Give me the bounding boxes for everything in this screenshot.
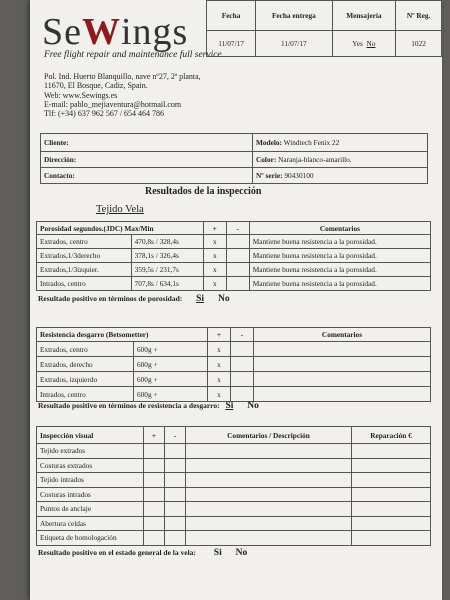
contacto-label: Contacto: [41,168,253,184]
tear-value: 600g + [134,372,208,387]
table-row [37,502,431,517]
visual-result [38,548,247,558]
visual-header: Inspección visual [37,427,144,444]
table-row [37,487,431,502]
table-row [37,263,431,277]
address-line: 11670, El Bosque, Cadiz, Spain. [44,81,148,91]
plus-header: + [208,328,231,342]
table-row [37,342,431,357]
fecha-entrega-value: 11/07/17 [256,31,332,57]
color-label: Color: [256,155,277,164]
sample-location: Intrados, centro [37,387,134,402]
client-table [40,133,428,184]
plus-mark: x [203,249,226,263]
plus-mark: x [208,342,231,357]
sewings-logo: SeWings [42,11,189,53]
tear-value: 600g + [134,342,208,357]
plus-mark: x [203,263,226,277]
sample-location: Extrados, centro [37,342,134,357]
inspection-form-sheet [30,0,442,600]
company-tagline: Free flight repair and maintenance full service. [44,50,225,60]
inspection-item: Tejido intrados [37,473,144,488]
plus-mark: x [208,357,231,372]
modelo-cell [253,134,428,152]
inspection-item: Abertura celdas [37,516,144,531]
inspection-item: Puntos de anclaje [37,502,144,517]
section-title: Resultados de la inspección [145,186,262,197]
sample-location: Extrados,1/3derecho [37,249,132,263]
visual-result-label: Resultado positivo en el estado general de la vela: [38,548,196,557]
plus-mark: x [208,372,231,387]
phone-line: Tlf: (+34) 637 962 567 / 654 464 786 [44,109,165,119]
sample-location: Intrados, centro [37,277,132,291]
inspection-item: Etiqueta de homologación [37,531,144,546]
header-mensajeria: Mensajería [332,1,396,31]
info-table [206,0,442,57]
visual-si: Si [213,548,222,558]
color-cell [253,152,428,168]
tear-si: Si [225,401,234,411]
comment: Mantiene buena resistencia a la porosidad. [249,235,430,249]
table-row [37,444,431,459]
serie-label: Nº serie: [256,171,283,180]
table-row [37,249,431,263]
cliente-label: Cliente: [41,134,253,152]
table-row [37,458,431,473]
minus-header: - [165,427,186,444]
repair-header: Reparación € [352,427,431,444]
plus-header: + [144,427,165,444]
modelo-value: Windtech Fenix 22 [283,138,340,147]
table-row [37,531,431,546]
comments-header: Comentarios [249,222,430,235]
inspection-item: Costuras extrados [37,458,144,473]
porosity-value: 470,8s / 328,4s [131,235,203,249]
modelo-label: Modelo: [256,138,282,147]
table-row [37,387,431,402]
plus-mark: x [203,235,226,249]
porosity-value: 359,5s / 231,7s [131,263,203,277]
visual-inspection-table [36,426,431,546]
porosity-header: Porosidad segundos.(JDC) Max/Min [37,222,204,235]
direccion-label: Dirección: [41,152,253,168]
company-address [44,72,201,118]
porosity-result-label: Resultado positivo en términos de porosidad: [38,294,183,303]
table-row [37,235,431,249]
serie-cell [253,168,428,184]
color-value: Naranja-blanco-amarillo. [278,155,352,164]
header-fecha: Fecha [207,1,256,31]
porosity-si: Si [196,294,205,304]
porosity-value: 378,1s / 326,4s [131,249,203,263]
subsection-title: Tejido Vela [96,204,144,215]
table-row [37,357,431,372]
sample-location: Extrados,1/3izquier. [37,263,132,277]
serie-value: 90430100 [284,171,314,180]
comments-header: Comentarios / Descripción [186,427,352,444]
mensajeria-value [332,31,396,57]
email-line: E-mail: pablo_mejiaventura@hotmail.com [44,99,182,109]
registro-value: 1022 [396,31,442,57]
table-row [37,473,431,488]
minus-header: - [226,222,249,235]
inspection-item: Costuras intrados [37,487,144,502]
tear-table [36,327,431,402]
mensajeria-yes: Yes [352,39,363,48]
header-fecha-entrega: Fecha entrega [256,1,332,31]
sample-location: Extrados, centro [37,235,132,249]
comment: Mantiene buena resistencia a la porosidad. [249,249,430,263]
tear-value: 600g + [134,387,208,402]
sample-location: Extrados, derecho [37,357,134,372]
comment: Mantiene buena resistencia a la porosidad. [249,277,430,291]
fecha-value: 11/07/17 [207,31,256,57]
comment: Mantiene buena resistencia a la porosidad. [249,263,430,277]
table-row [37,516,431,531]
comments-header: Comentarios [254,328,431,342]
web-line: Web: www.Sewings.es [44,90,118,100]
header-registro: Nº Reg. [396,1,442,31]
mensajeria-no: No [366,39,376,48]
table-row [37,277,431,291]
tear-result [38,401,259,411]
porosity-value: 707,8s / 634,1s [131,277,203,291]
porosity-table [36,221,431,291]
tear-header: Resistencia desgarro (Betsometter) [37,328,208,342]
inspection-item: Tejido extrados [37,444,144,459]
sample-location: Extrados, izquierdo [37,372,134,387]
tear-no: No [247,401,259,411]
plus-mark: x [208,387,231,402]
tear-value: 600g + [134,357,208,372]
visual-no: No [235,548,248,558]
table-row [37,372,431,387]
porosity-no: No [217,294,230,304]
minus-header: - [231,328,254,342]
tear-result-label: Resultado positivo en términos de resistencia a desgarro: [38,401,220,410]
porosity-result [38,294,230,304]
plus-mark: x [203,277,226,291]
plus-header: + [203,222,226,235]
address-line: Pol. Ind. Huerto Blanquillo, nave nº27, 2ª planta, [44,72,201,81]
